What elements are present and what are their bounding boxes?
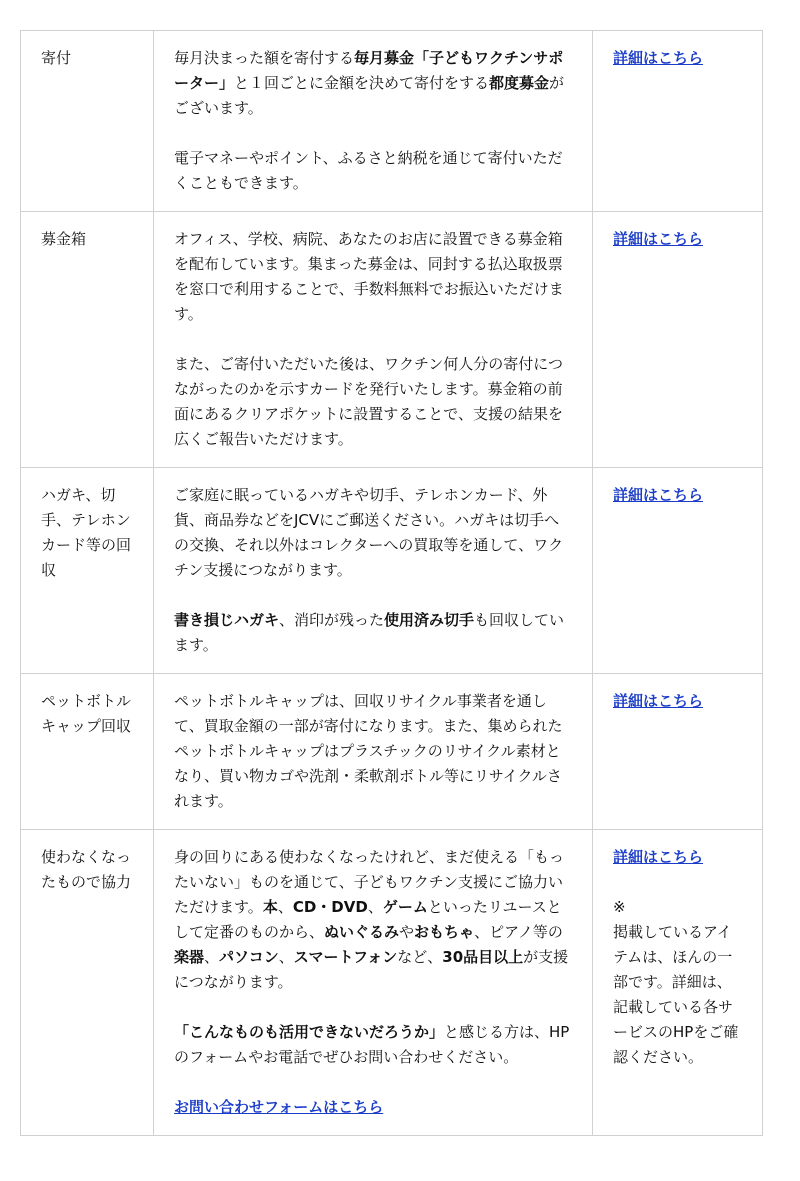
detail-link-postcards[interactable]: 詳細はこちら [613,486,704,504]
note-text: 掲載しているアイテムは、ほんの一部です。詳細は、記載している各サービスのHPをご確認ください。 [613,923,739,1066]
row-category: 使わなくなったもので協力 [21,830,154,1136]
row-category: ハガキ、切手、テレホンカード等の回収 [21,468,154,674]
row-category: 募金箱 [21,212,154,468]
detail-link-wrapper [613,845,742,870]
row-category: ペットボトルキャップ回収 [21,674,154,830]
description-paragraph: 電子マネーやポイント、ふるさと納税を通じて寄付いただくこともできます。 [174,149,563,192]
table-row [21,674,763,830]
row-link-cell [593,674,763,830]
description-paragraph: また、ご寄付いただいた後は、ワクチン何人分の寄付につながったのかを示すカードを発行いたします。募金箱の前面にあるクリアポケットに設置することで、支援の結果を広くご報告いただけます。 [174,355,563,448]
detail-link-reuse[interactable]: 詳細はこちら [613,848,704,866]
row-description [154,830,593,1136]
contact-form-link[interactable]: お問い合わせフォームはこちら [174,1098,384,1116]
contact-form-paragraph [174,1095,572,1120]
row-description [154,674,593,830]
table-row [21,31,763,212]
row-description [154,212,593,468]
table-row [21,212,763,468]
row-link-cell [593,212,763,468]
table-row [21,468,763,674]
description-paragraph: ご家庭に眠っているハガキや切手、テレホンカード、外貨、商品券などをJCVにご郵送ください。ハガキは切手への交換、それ以外はコレクターへの買取等を通して、ワクチン支援につながります。 [174,486,564,579]
support-methods-table [20,30,763,1136]
detail-link-bottle-caps[interactable]: 詳細はこちら [613,692,704,710]
row-link-cell [593,468,763,674]
row-category: 寄付 [21,31,154,212]
description-paragraph: オフィス、学校、病院、あなたのお店に設置できる募金箱を配布しています。集まった募金は、同封する払込取扱票を窓口で利用することで、手数料無料でお振込いただけます。 [174,230,564,323]
row-description [154,468,593,674]
description-paragraph: 毎月決まった額を寄付する毎月募金「子どもワクチンサポーター」と１回ごとに金額を決めて寄付をする都度募金がございます。 [174,49,565,117]
row-link-cell [593,830,763,1136]
detail-link-donation[interactable]: 詳細はこちら [613,49,704,67]
row-description [154,31,593,212]
detail-link-donation-box[interactable]: 詳細はこちら [613,230,704,248]
description-paragraph: 書き損じハガキ、消印が残った使用済み切手も回収しています。 [174,611,565,654]
description-paragraph: 身の回りにある使わなくなったけれど、まだ使える「もったいない」ものを通じて、子どもワクチン支援にご協力いただけます。本、CD・DVD、ゲームといったリユースとして定番のものから、ぬいぐるみやおもちゃ、ピアノ等の楽器、パソコン、スマートフォンなど、30品目以上が支援につながります。 [174,848,569,991]
row-link-cell [593,31,763,212]
table-row [21,830,763,1136]
description-paragraph: 「こんなものも活用できないだろうか」と感じる方は、HPのフォームやお電話でぜひお問い合わせください。 [174,1023,570,1066]
note-mark: ※ [613,898,626,916]
description-paragraph: ペットボトルキャップは、回収リサイクル事業者を通して、買取金額の一部が寄付になります。また、集められたペットボトルキャップはプラスチックのリサイクル素材となり、買い物カゴや洗剤・柔軟剤ボトル等にリサイクルされます。 [174,692,563,810]
